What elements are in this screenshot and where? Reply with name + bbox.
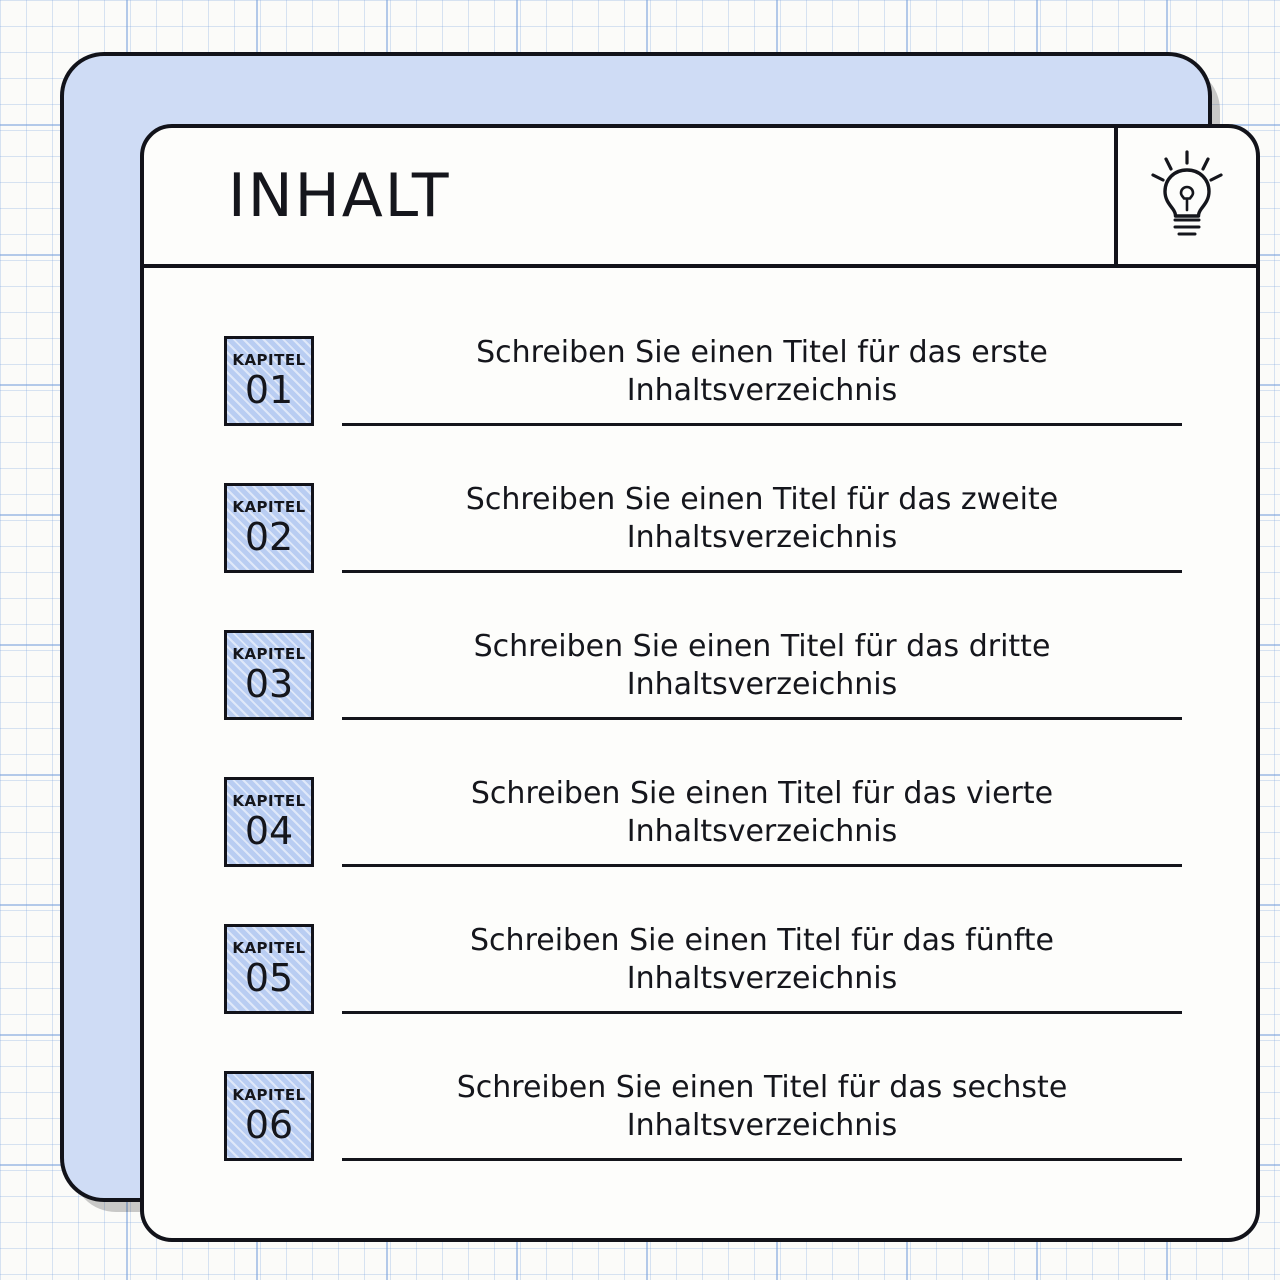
chapter-title: Schreiben Sie einen Titel für das vierte Inhaltsverzeichnis: [470, 776, 1054, 849]
chapter-number: 04: [244, 809, 294, 853]
chapter-number: 06: [244, 1103, 294, 1147]
chapter-badge: [224, 630, 314, 720]
chapter-label: KAPITEL: [232, 1086, 306, 1104]
toc-card: [140, 124, 1260, 1242]
page-title: INHALT: [228, 161, 451, 231]
chapter-badge: [224, 924, 314, 1014]
list-item[interactable]: [144, 773, 1256, 871]
chapter-label: KAPITEL: [232, 645, 306, 663]
chapter-title: Schreiben Sie einen Titel für das zweite Inhaltsverzeichnis: [465, 482, 1059, 555]
chapter-badge: [224, 483, 314, 573]
chapter-number: 05: [244, 956, 294, 1000]
chapter-badge: [224, 777, 314, 867]
chapter-badge: [224, 336, 314, 426]
lightbulb-icon: [1144, 148, 1230, 245]
chapter-title-line: [342, 336, 1182, 426]
chapter-title: Schreiben Sie einen Titel für das fünfte Inhaltsverzeichnis: [470, 923, 1054, 996]
chapter-title-line: [342, 924, 1182, 1014]
chapter-title-line: [342, 630, 1182, 720]
chapter-label: KAPITEL: [232, 792, 306, 810]
list-item[interactable]: [144, 332, 1256, 430]
chapter-label: KAPITEL: [232, 939, 306, 957]
list-item[interactable]: [144, 626, 1256, 724]
chapter-number: 02: [244, 515, 294, 559]
table-of-contents-list: [144, 268, 1256, 1238]
card-header: [144, 128, 1256, 268]
list-item[interactable]: [144, 1067, 1256, 1165]
chapter-label: KAPITEL: [232, 498, 306, 516]
header-title-container: [144, 128, 1114, 264]
chapter-badge: [224, 1071, 314, 1161]
chapter-title-line: [342, 483, 1182, 573]
chapter-label: KAPITEL: [232, 351, 306, 369]
header-icon-cell: [1114, 128, 1256, 264]
chapter-title-line: [342, 777, 1182, 867]
chapter-number: 01: [244, 368, 294, 412]
toc-card-outer-frame: [60, 52, 1212, 1202]
chapter-title: Schreiben Sie einen Titel für das dritte Inhaltsverzeichnis: [473, 629, 1051, 702]
list-item[interactable]: [144, 479, 1256, 577]
chapter-title: Schreiben Sie einen Titel für das erste Inhaltsverzeichnis: [476, 335, 1048, 408]
chapter-title-line: [342, 1071, 1182, 1161]
list-item[interactable]: [144, 920, 1256, 1018]
chapter-title: Schreiben Sie einen Titel für das sechste Inhaltsverzeichnis: [456, 1070, 1068, 1143]
chapter-number: 03: [244, 662, 294, 706]
